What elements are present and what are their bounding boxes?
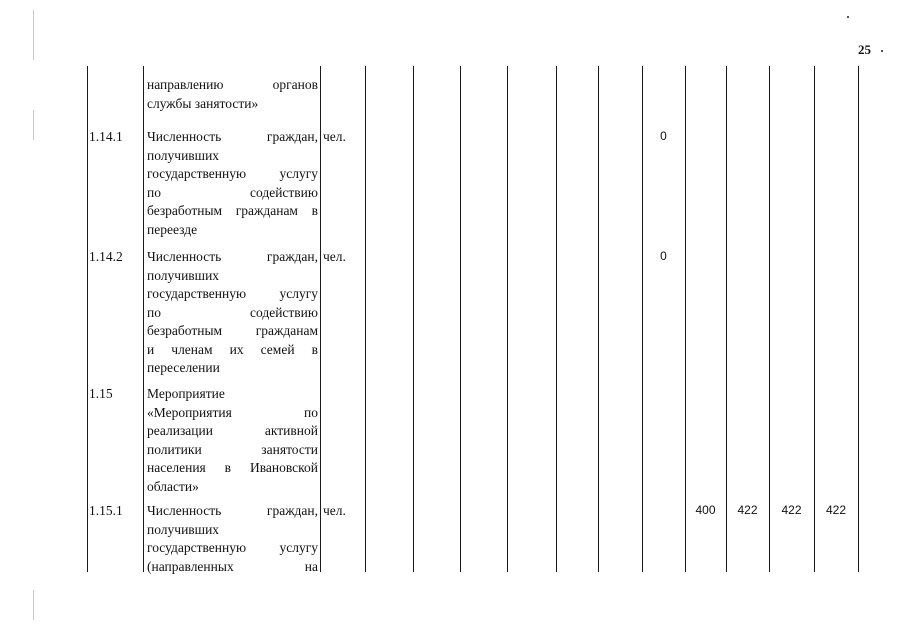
row-number: 1.14.2 <box>89 249 123 264</box>
unit-cell: чел. <box>323 129 346 144</box>
value-cell: 422 <box>737 503 758 517</box>
row-number: 1.14.1 <box>89 129 123 144</box>
table-column-rule <box>143 66 144 572</box>
table-column-rule <box>507 66 508 572</box>
indicator-name-line: безработным гражданам <box>147 323 318 338</box>
scan-edge-mark <box>33 590 34 620</box>
table-column-rule <box>365 66 366 572</box>
indicator-name-line: государственную услугу <box>147 286 318 301</box>
indicator-name-line: «Мероприятия по <box>147 404 318 420</box>
indicator-name-line: по содействию <box>147 304 318 320</box>
table-column-rule <box>320 66 321 572</box>
indicator-name-line: государственную услугу <box>147 166 318 181</box>
indicator-name-line: направлению органов <box>147 77 318 92</box>
scan-edge-mark <box>33 10 34 60</box>
page-number: 25 <box>858 42 871 57</box>
scan-speck <box>881 50 883 52</box>
table-column-rule <box>413 66 414 572</box>
indicator-name-line: службы занятости» <box>147 95 259 111</box>
row-number: 1.15 <box>89 386 113 401</box>
table-column-rule <box>685 66 686 572</box>
unit-cell: чел. <box>323 249 346 264</box>
value-cell: 422 <box>825 503 847 517</box>
unit-cell: чел. <box>323 503 346 518</box>
row-number: 1.15.1 <box>89 503 123 518</box>
indicator-name-line: (направленных на <box>147 558 318 574</box>
indicator-name-line: и членам их семей в <box>147 341 318 357</box>
table-column-rule <box>87 66 88 572</box>
table-column-rule <box>460 66 461 572</box>
indicator-name-line: получивших <box>147 521 220 537</box>
value-cell: 422 <box>781 503 802 517</box>
indicator-name-line: Численность граждан, <box>147 503 318 518</box>
indicator-name-line: получивших <box>147 147 220 163</box>
indicator-name-line: Численность граждан, <box>147 249 318 264</box>
indicator-name-line: политики занятости <box>147 441 318 457</box>
indicator-name-line: переселении <box>147 360 220 375</box>
value-cell: 0 <box>660 129 667 143</box>
indicator-name-line: населения в Ивановской <box>147 460 318 475</box>
scan-edge-mark <box>33 110 34 140</box>
indicator-name-line: получивших <box>147 267 220 283</box>
indicator-name-line: безработным гражданам в <box>147 203 318 218</box>
scan-speck <box>847 16 849 18</box>
indicator-name-line: Мероприятие <box>147 386 225 401</box>
indicator-name-line: реализации активной <box>147 423 318 438</box>
value-cell: 400 <box>695 503 716 517</box>
table-column-rule <box>556 66 557 572</box>
indicator-name-line: по содействию <box>147 184 318 200</box>
value-cell: 0 <box>660 249 667 263</box>
table-column-rule <box>598 66 599 572</box>
indicator-name-line: государственную услугу <box>147 540 318 555</box>
indicator-name-line: Численность граждан, <box>147 129 318 144</box>
indicator-name-line: переезде <box>147 221 198 237</box>
indicator-name-line: области» <box>147 478 199 494</box>
table-column-rule <box>814 66 815 572</box>
table-column-rule <box>858 66 859 572</box>
table-column-rule <box>726 66 727 572</box>
table-column-rule <box>769 66 770 572</box>
